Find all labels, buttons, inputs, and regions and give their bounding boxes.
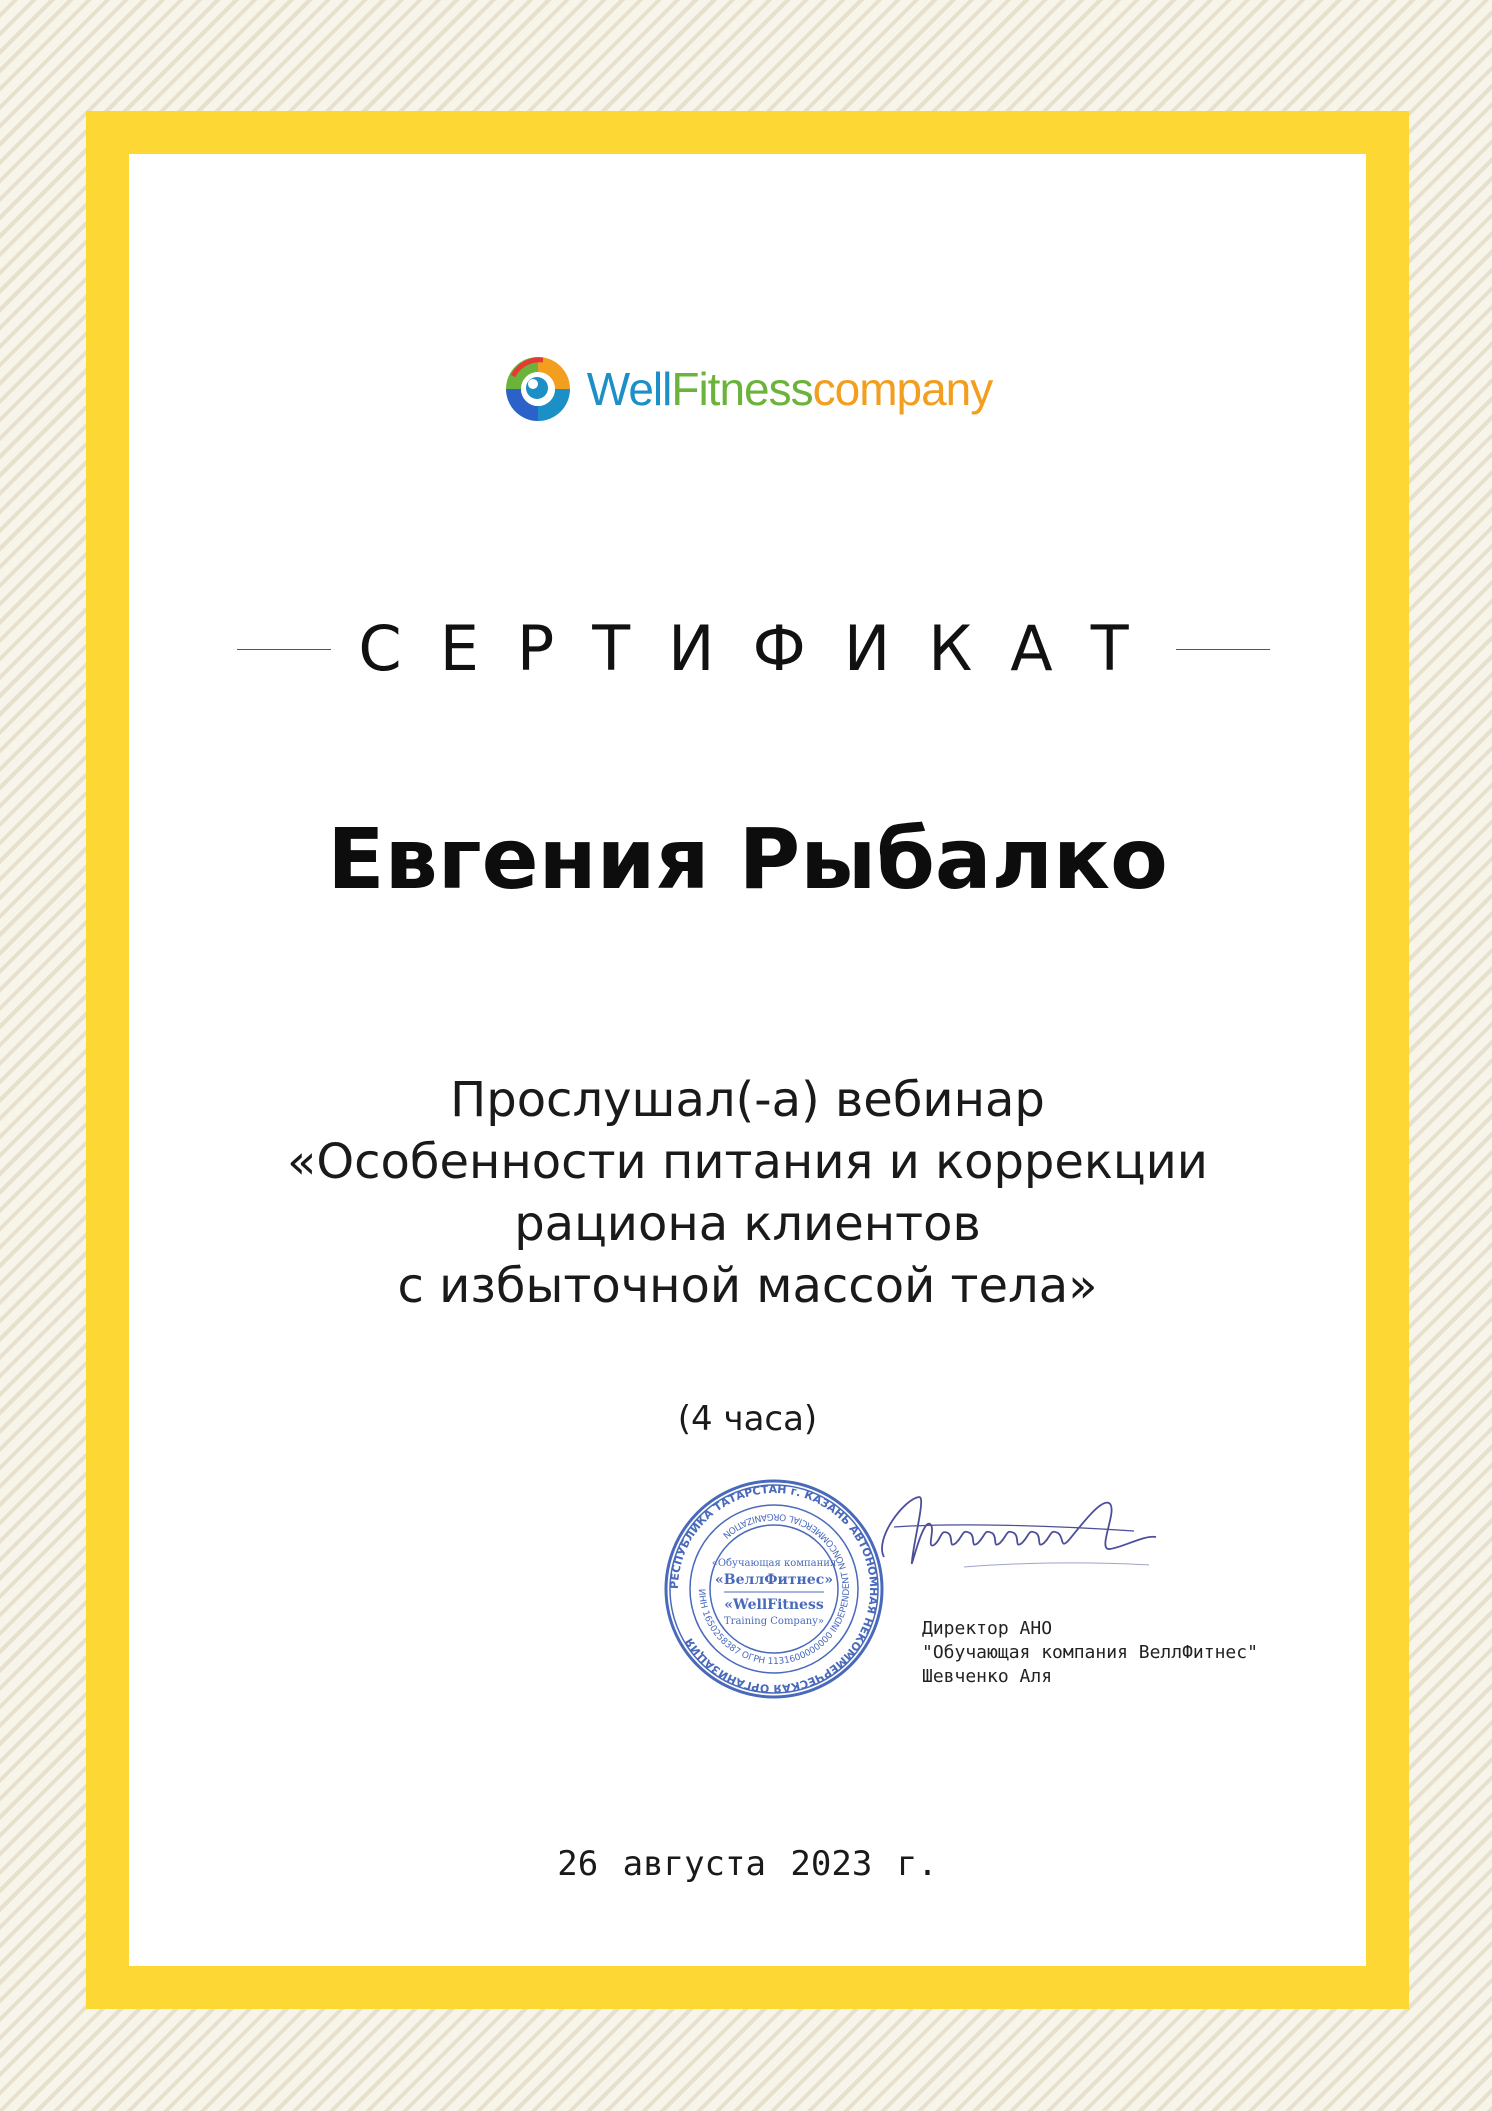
recipient-name: Евгения Рыбалко bbox=[327, 810, 1168, 908]
issue-date: 26 августа 2023 г. bbox=[557, 1844, 938, 1884]
signatory-block bbox=[922, 1617, 1258, 1689]
signatory-name: Шевченко Аля bbox=[922, 1666, 1053, 1687]
certificate-title-row bbox=[129, 604, 1366, 694]
wellfitness-globe-icon bbox=[503, 354, 573, 424]
course-line: «Особенности питания и коррекции bbox=[287, 1134, 1208, 1190]
course-description bbox=[129, 1069, 1366, 1317]
stamp-outer-text: РЕСПУБЛИКА ТАТАРСТАН г. КАЗАНЬ АВТОНОМНАЯ НЕКОММЕРЧЕСКАЯ ОРГАНИЗАЦИЯ bbox=[667, 1482, 881, 1696]
stamp-center-line4: Training Company» bbox=[724, 1616, 824, 1627]
certificate-title: СЕРТИФИКАТ bbox=[358, 612, 1167, 685]
signatory-title: Директор АНО bbox=[922, 1618, 1053, 1639]
director-signature bbox=[864, 1479, 1164, 1589]
brand-fitness: Fitness bbox=[671, 363, 813, 415]
stamp-center-line3: «WellFitness bbox=[724, 1597, 824, 1613]
stamp-inner-text: ИНН 1650258387 ОГРН 1131600000000 INDEPENDENT NONCOMMERCIAL ORGANIZATION bbox=[695, 1510, 853, 1668]
stamp-center-line2: «ВеллФитнес» bbox=[714, 1572, 834, 1588]
brand-well: Well bbox=[586, 363, 672, 415]
course-line: рациона клиентов bbox=[514, 1196, 981, 1252]
course-line: с избыточной массой тела» bbox=[397, 1258, 1098, 1314]
brand-wordmark bbox=[586, 363, 993, 415]
certificate-sheet bbox=[129, 154, 1366, 1966]
organization-stamp bbox=[659, 1474, 889, 1704]
stamp-center-line1: «Обучающая компания bbox=[711, 1558, 837, 1569]
signatory-organization: "Обучающая компания ВеллФитнес" bbox=[922, 1642, 1258, 1663]
brand-company: company bbox=[812, 363, 993, 415]
company-logo bbox=[129, 349, 1366, 429]
svg-text:ИНН 1650258387 ОГРН 1131600000 bbox=[696, 1511, 852, 1667]
title-rule-right bbox=[1176, 649, 1270, 650]
course-hours: (4 часа) bbox=[677, 1399, 818, 1439]
certificate-border bbox=[86, 111, 1409, 2009]
course-line: Прослушал(-а) вебинар bbox=[450, 1072, 1045, 1128]
